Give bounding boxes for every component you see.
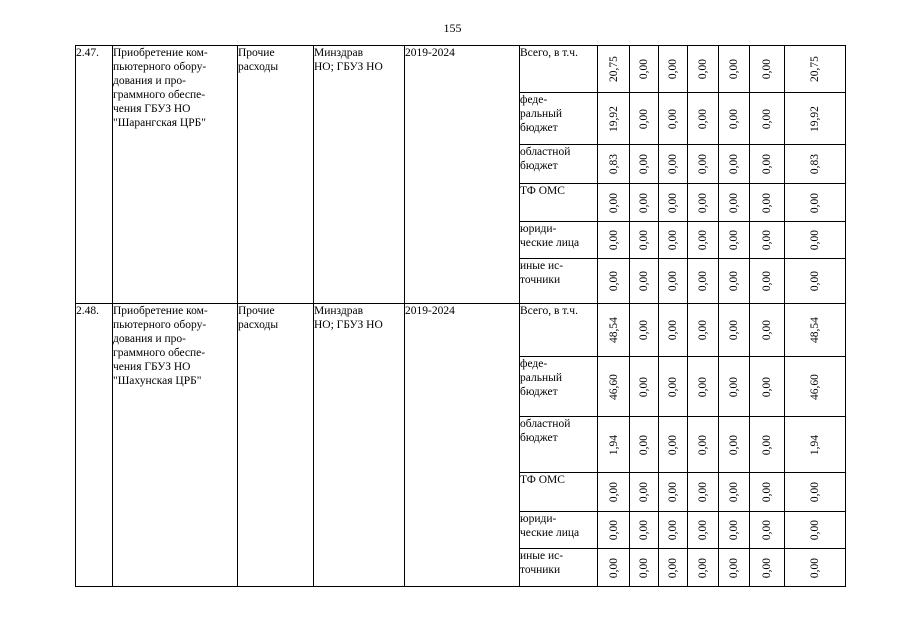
year-value-cell bbox=[630, 357, 659, 417]
year-value-cell bbox=[719, 46, 750, 93]
period: 2019-2024 bbox=[405, 304, 520, 587]
item-number: 2.48. bbox=[76, 304, 113, 587]
funding-source-label: Всего, в т.ч. bbox=[520, 46, 598, 93]
amount-value: 0,00 bbox=[607, 192, 620, 213]
amount-value: 1,94 bbox=[607, 434, 620, 455]
year-value-cell bbox=[659, 473, 688, 512]
year-value-cell bbox=[750, 357, 785, 417]
amount-value: 0,00 bbox=[809, 270, 821, 292]
year-value-cell bbox=[630, 93, 659, 145]
table-row bbox=[76, 46, 846, 93]
year-value-cell bbox=[719, 549, 750, 587]
year-value-cell bbox=[750, 184, 785, 222]
amount-value: 0,00 bbox=[667, 376, 679, 397]
funding-source-label: феде- ральный бюджет bbox=[520, 93, 598, 145]
amount-value: 0,00 bbox=[638, 434, 650, 455]
year-value-cell bbox=[719, 304, 750, 357]
year-value-cell bbox=[719, 259, 750, 304]
year-value-cell bbox=[719, 93, 750, 145]
year-value-cell bbox=[719, 222, 750, 259]
year-value-cell bbox=[630, 145, 659, 184]
amount-value: 0,00 bbox=[607, 481, 620, 503]
funding-source-label: ТФ ОМС bbox=[520, 184, 598, 222]
year-value-cell bbox=[659, 46, 688, 93]
year-value-cell bbox=[598, 512, 630, 549]
amount-value: 19,92 bbox=[809, 105, 821, 132]
total-value-cell bbox=[785, 512, 846, 549]
funding-source-label: областной бюджет bbox=[520, 417, 598, 473]
year-value-cell bbox=[750, 259, 785, 304]
funding-source-label: Всего, в т.ч. bbox=[520, 304, 598, 357]
amount-value: 0,00 bbox=[761, 481, 773, 503]
year-value-cell bbox=[598, 184, 630, 222]
amount-value: 0,00 bbox=[728, 153, 740, 175]
year-value-cell bbox=[688, 473, 719, 512]
amount-value: 0,00 bbox=[761, 58, 773, 80]
year-value-cell bbox=[630, 473, 659, 512]
expense-category: Прочие расходы bbox=[238, 304, 314, 587]
year-value-cell bbox=[630, 304, 659, 357]
amount-value: 20,75 bbox=[809, 56, 821, 82]
amount-value: 0,00 bbox=[728, 229, 740, 251]
year-value-cell bbox=[750, 417, 785, 473]
amount-value: 0,00 bbox=[697, 58, 709, 80]
executor: Минздрав НО; ГБУЗ НО bbox=[314, 304, 405, 587]
amount-value: 0,00 bbox=[697, 376, 709, 397]
amount-value: 0,00 bbox=[809, 229, 821, 251]
page-number: 155 bbox=[443, 21, 462, 35]
year-value-cell bbox=[688, 145, 719, 184]
year-value-cell bbox=[659, 222, 688, 259]
total-value-cell bbox=[785, 145, 846, 184]
executor: Минздрав НО; ГБУЗ НО bbox=[314, 46, 405, 304]
item-name: Приобретение ком- пьютерного обору- дования и про- граммного обеспе- чения ГБУЗ НО "Шарангская ЦРБ" bbox=[113, 46, 238, 304]
year-value-cell bbox=[598, 357, 630, 417]
year-value-cell bbox=[750, 473, 785, 512]
amount-value: 0,00 bbox=[638, 58, 650, 80]
amount-value: 0,00 bbox=[667, 481, 679, 503]
amount-value: 0,00 bbox=[697, 434, 709, 455]
year-value-cell bbox=[630, 512, 659, 549]
amount-value: 0,00 bbox=[728, 270, 740, 292]
year-value-cell bbox=[630, 184, 659, 222]
amount-value: 0,00 bbox=[728, 557, 740, 578]
total-value-cell bbox=[785, 184, 846, 222]
amount-value: 46,60 bbox=[809, 373, 821, 400]
year-value-cell bbox=[598, 417, 630, 473]
amount-value: 0,00 bbox=[667, 58, 679, 80]
funding-source-label: областной бюджет bbox=[520, 145, 598, 184]
total-value-cell bbox=[785, 46, 846, 93]
year-value-cell bbox=[598, 259, 630, 304]
year-value-cell bbox=[659, 259, 688, 304]
amount-value: 1,94 bbox=[809, 434, 821, 455]
year-value-cell bbox=[688, 222, 719, 259]
year-value-cell bbox=[659, 145, 688, 184]
year-value-cell bbox=[598, 93, 630, 145]
expense-category: Прочие расходы bbox=[238, 46, 314, 304]
year-value-cell bbox=[719, 145, 750, 184]
amount-value: 0,00 bbox=[761, 319, 773, 341]
year-value-cell bbox=[659, 93, 688, 145]
year-value-cell bbox=[598, 473, 630, 512]
amount-value: 0,00 bbox=[761, 108, 773, 129]
year-value-cell bbox=[750, 93, 785, 145]
year-value-cell bbox=[750, 145, 785, 184]
year-value-cell bbox=[659, 512, 688, 549]
amount-value: 0,00 bbox=[667, 519, 679, 541]
amount-value: 0,00 bbox=[638, 229, 650, 251]
amount-value: 0,00 bbox=[697, 557, 709, 578]
amount-value: 0,00 bbox=[697, 519, 709, 541]
year-value-cell bbox=[630, 259, 659, 304]
amount-value: 0,00 bbox=[607, 557, 620, 578]
year-value-cell bbox=[688, 549, 719, 587]
amount-value: 46,60 bbox=[607, 373, 620, 400]
year-value-cell bbox=[598, 46, 630, 93]
amount-value: 0,00 bbox=[728, 192, 740, 213]
amount-value: 0,00 bbox=[809, 519, 821, 541]
amount-value: 0,00 bbox=[728, 481, 740, 503]
year-value-cell bbox=[659, 184, 688, 222]
funding-source-label: иные ис- точники bbox=[520, 549, 598, 587]
amount-value: 0,00 bbox=[667, 229, 679, 251]
amount-value: 0,00 bbox=[607, 519, 620, 541]
total-value-cell bbox=[785, 357, 846, 417]
period: 2019-2024 bbox=[405, 46, 520, 304]
year-value-cell bbox=[750, 549, 785, 587]
year-value-cell bbox=[750, 512, 785, 549]
amount-value: 0,00 bbox=[667, 108, 679, 129]
year-value-cell bbox=[630, 417, 659, 473]
year-value-cell bbox=[719, 357, 750, 417]
amount-value: 0,00 bbox=[697, 229, 709, 251]
amount-value: 0,00 bbox=[667, 270, 679, 292]
year-value-cell bbox=[688, 417, 719, 473]
amount-value: 0,00 bbox=[728, 519, 740, 541]
year-value-cell bbox=[688, 93, 719, 145]
funding-source-label: ТФ ОМС bbox=[520, 473, 598, 512]
year-value-cell bbox=[598, 304, 630, 357]
total-value-cell bbox=[785, 222, 846, 259]
amount-value: 0,00 bbox=[667, 192, 679, 213]
amount-value: 0,00 bbox=[638, 519, 650, 541]
amount-value: 0,00 bbox=[697, 319, 709, 341]
amount-value: 0,00 bbox=[638, 192, 650, 213]
amount-value: 0,00 bbox=[697, 481, 709, 503]
amount-value: 0,00 bbox=[728, 108, 740, 129]
amount-value: 0,00 bbox=[667, 434, 679, 455]
year-value-cell bbox=[598, 222, 630, 259]
year-value-cell bbox=[750, 222, 785, 259]
amount-value: 0,00 bbox=[761, 229, 773, 251]
amount-value: 0,00 bbox=[638, 319, 650, 341]
amount-value: 0,00 bbox=[728, 319, 740, 341]
amount-value: 0,00 bbox=[697, 153, 709, 175]
year-value-cell bbox=[719, 184, 750, 222]
table-row bbox=[76, 304, 846, 357]
amount-value: 0,00 bbox=[667, 153, 679, 175]
amount-value: 0,00 bbox=[638, 108, 650, 129]
amount-value: 0,00 bbox=[761, 434, 773, 455]
year-value-cell bbox=[630, 46, 659, 93]
amount-value: 0,83 bbox=[809, 153, 821, 175]
amount-value: 0,83 bbox=[607, 153, 620, 175]
amount-value: 0,00 bbox=[607, 270, 620, 292]
year-value-cell bbox=[659, 357, 688, 417]
amount-value: 0,00 bbox=[761, 153, 773, 175]
amount-value: 0,00 bbox=[809, 481, 821, 503]
amount-value: 0,00 bbox=[809, 192, 821, 213]
amount-value: 48,54 bbox=[809, 317, 821, 343]
item-number: 2.47. bbox=[76, 46, 113, 304]
amount-value: 0,00 bbox=[638, 153, 650, 175]
year-value-cell bbox=[630, 549, 659, 587]
year-value-cell bbox=[598, 549, 630, 587]
year-value-cell bbox=[688, 259, 719, 304]
year-value-cell bbox=[598, 145, 630, 184]
year-value-cell bbox=[659, 549, 688, 587]
year-value-cell bbox=[719, 473, 750, 512]
year-value-cell bbox=[719, 512, 750, 549]
amount-value: 0,00 bbox=[761, 519, 773, 541]
total-value-cell bbox=[785, 417, 846, 473]
amount-value: 48,54 bbox=[607, 317, 620, 343]
budget-table bbox=[75, 45, 846, 587]
year-value-cell bbox=[659, 417, 688, 473]
total-value-cell bbox=[785, 304, 846, 357]
total-value-cell bbox=[785, 93, 846, 145]
amount-value: 0,00 bbox=[638, 481, 650, 503]
amount-value: 20,75 bbox=[607, 56, 620, 82]
amount-value: 0,00 bbox=[638, 376, 650, 397]
year-value-cell bbox=[659, 304, 688, 357]
item-name: Приобретение ком- пьютерного обору- дования и про- граммного обеспе- чения ГБУЗ НО "Шахунская ЦРБ" bbox=[113, 304, 238, 587]
year-value-cell bbox=[719, 417, 750, 473]
amount-value: 0,00 bbox=[638, 270, 650, 292]
year-value-cell bbox=[688, 512, 719, 549]
amount-value: 0,00 bbox=[761, 270, 773, 292]
total-value-cell bbox=[785, 259, 846, 304]
amount-value: 0,00 bbox=[728, 58, 740, 80]
amount-value: 0,00 bbox=[809, 557, 821, 578]
funding-source-label: феде- ральный бюджет bbox=[520, 357, 598, 417]
amount-value: 0,00 bbox=[728, 376, 740, 397]
amount-value: 0,00 bbox=[667, 319, 679, 341]
amount-value: 0,00 bbox=[697, 108, 709, 129]
funding-source-label: юриди- ческие лица bbox=[520, 222, 598, 259]
amount-value: 0,00 bbox=[761, 192, 773, 213]
total-value-cell bbox=[785, 549, 846, 587]
year-value-cell bbox=[688, 304, 719, 357]
amount-value: 0,00 bbox=[667, 557, 679, 578]
amount-value: 0,00 bbox=[638, 557, 650, 578]
year-value-cell bbox=[688, 357, 719, 417]
amount-value: 0,00 bbox=[697, 270, 709, 292]
amount-value: 0,00 bbox=[761, 557, 773, 578]
amount-value: 0,00 bbox=[607, 229, 620, 251]
amount-value: 0,00 bbox=[728, 434, 740, 455]
year-value-cell bbox=[688, 184, 719, 222]
funding-source-label: юриди- ческие лица bbox=[520, 512, 598, 549]
amount-value: 19,92 bbox=[607, 105, 620, 132]
total-value-cell bbox=[785, 473, 846, 512]
year-value-cell bbox=[750, 46, 785, 93]
year-value-cell bbox=[750, 304, 785, 357]
amount-value: 0,00 bbox=[761, 376, 773, 397]
funding-source-label: иные ис- точники bbox=[520, 259, 598, 304]
amount-value: 0,00 bbox=[697, 192, 709, 213]
year-value-cell bbox=[688, 46, 719, 93]
year-value-cell bbox=[630, 222, 659, 259]
